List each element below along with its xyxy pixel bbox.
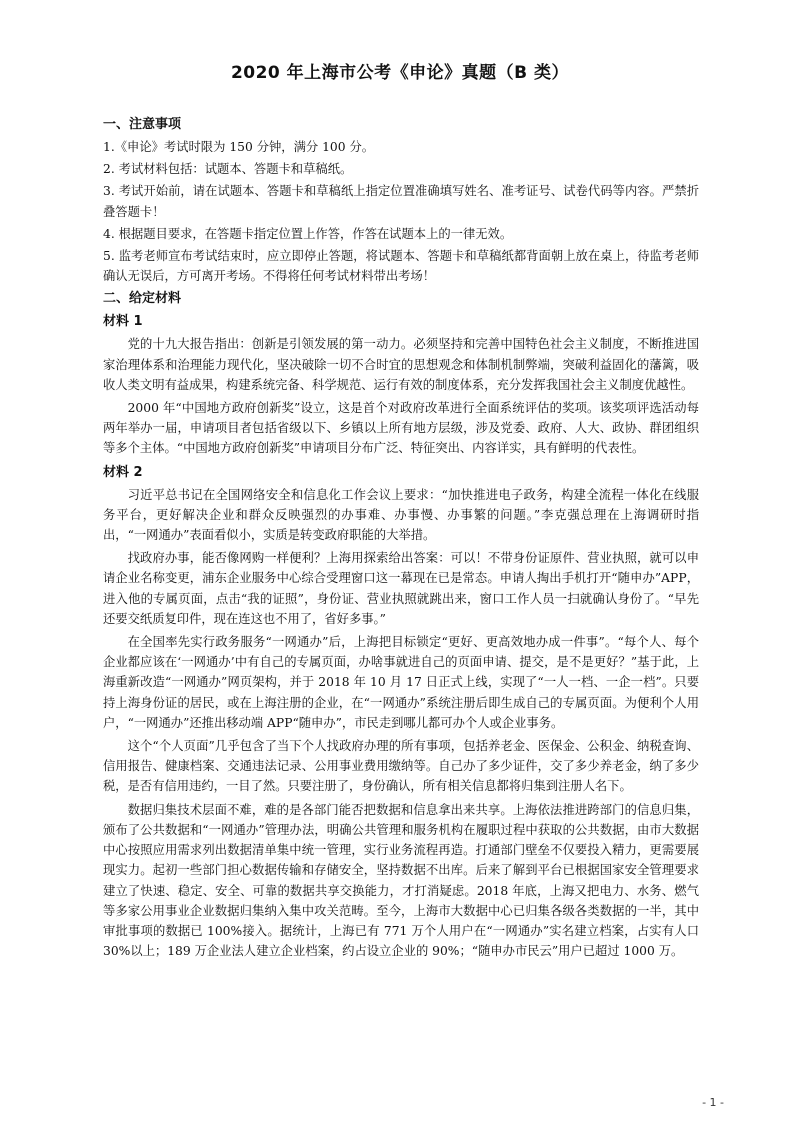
material-paragraph: 习近平总书记在全国网络安全和信息化工作会议上要求：“加快推进电子政务，构建全流程一体化在线服务平台，更好解决企业和群众反映强烈的办事难、办事慢、办事繁的问题。”李克强总理在上海调研时指出，“一网通办”表面看似小，实质是转变政府职能的大举措。	[103, 487, 699, 543]
materials-section	[103, 288, 699, 961]
material-paragraph: 党的十九大报告指出：创新是引领发展的第一动力。必须坚持和完善中国特色社会主义制度，不断推进国家治理体系和治理能力现代化，坚决破除一切不合时宜的思想观念和体制机制弊端，突破利益固化的藩篱，吸收人类文明有益成果，构建系统完备、科学规范、运行有效的制度体系，充分发挥我国社会主义制度优越性。	[103, 337, 699, 392]
notice-item: 5. 监考老师宣布考试结束时，应立即停止答题，将试题本、答题卡和草稿纸都背面朝上放在桌上，待监考老师确认无误后，方可离开考场。不得将任何考试材料带出考场！	[103, 249, 699, 284]
page-number: - 1 -	[702, 1096, 724, 1109]
material-paragraph: 这个“个人页面”几乎包含了当下个人找政府办理的所有事项，包括养老金、医保金、公积金、纳税查询、信用报告、健康档案、交通违法记录、公用事业费用缴纳等。自己办了多少证件，交了多少养老金，纳了多少税，是否有信用违约，一目了然。只要注册了，身份确认，所有相关信息都将归集到注册人名下。	[103, 739, 699, 794]
notice-section	[103, 114, 699, 286]
material-1-label: 材料 1	[103, 314, 143, 330]
materials-heading: 二、给定材料	[103, 291, 182, 307]
material-paragraph: 找政府办事，能否像网购一样便利？上海用探索给出答案：可以！不带身份证原件、营业执照，就可以申请企业名称变更，浦东企业服务中心综合受理窗口这一幕现在已是常态。申请人掏出手机打开“随申办”APP，进入他的专属页面，点击“我的证照”，身份证、营业执照就跳出来，窗口工作人员一扫就确认身份了。“早先还要交纸质复印件，现在连这也不用了，省好多事。”	[103, 551, 699, 626]
notice-heading: 一、注意事项	[103, 117, 182, 132]
notice-item: 3. 考试开始前，请在试题本、答题卡和草稿纸上指定位置准确填写姓名、准考证号、试卷代码等内容。严禁折叠答题卡！	[103, 184, 699, 219]
notice-item: 1.《申论》考试时限为 150 分钟，满分 100 分。	[103, 140, 375, 154]
notice-item: 2. 考试材料包括：试题本、答题卡和草稿纸。	[103, 162, 353, 177]
page-title: 2020 年上海市公考《申论》真题（B 类）	[230, 63, 570, 83]
notice-item: 4. 根据题目要求，在答题卡指定位置上作答，作答在试题本上的一律无效。	[103, 226, 513, 241]
material-paragraph: 在全国率先实行政务服务“一网通办”后，上海把目标锁定“更好、更高效地办成一件事”。“每个人、每个企业都应该在‘一网通办’中有自己的专属页面，办啥事就进自己的页面申请、提交，是不是更好？”基于此，上海重新改造“一网通办”网页架构，并于 2018 年 10 月 17 日正式上线，实现了“一人一档、一企一档”。只要持上海身份证的居民，或在上海注册的企业，在“一网通办”系统注册后即生成自己的专属页面。为便利个人用户，“一网通办”还推出移动端 APP“随申办”，市民走到哪儿都可办个人或企业事务。	[103, 635, 699, 730]
material-paragraph: 数据归集技术层面不难，难的是各部门能否把数据和信息拿出来共享。上海依法推进跨部门的信息归集，颁布了公共数据和“一网通办”管理办法，明确公共管理和服务机构在履职过程中获取的公共数据，由市大数据中心按照应用需求列出数据清单集中统一管理，实行业务流程再造。打通部门壁垒不仅要投入精力，更需要展现实力。起初一些部门担心数据传输和存储安全，坚持数据不出库。后来了解到平台已根据国家安全管理要求建立了快速、稳定、安全、可靠的数据共享交换能力，才打消疑虑。2018 年底，上海又把电力、水务、燃气等多家公用事业企业数据归集纳入集中攻关范畴。至今，上海市大数据中心已归集各级各类数据的一半，其中审批事项的数据已 100%接入。据统计，上海已有 771 万个人用户在“一网通办”实名建立档案，占实有人口 30%以上；189 万企业法人建立企业档案，约占设立企业的 90%；“随申办市民云”用户已超过 1000 万。	[103, 802, 699, 959]
document-body	[103, 114, 699, 964]
material-paragraph: 2000 年“中国地方政府创新奖”设立，这是首个对政府改革进行全面系统评估的奖项。该奖项评选活动每两年举办一届，申请项目者包括省级以下、乡镇以上所有地方层级，涉及党委、政府、人大、政协、群团组织等多个主体。“中国地方政府创新奖”申请项目分布广泛、特征突出、内容详实，具有鲜明的代表性。	[103, 401, 699, 456]
material-2-label: 材料 2	[103, 464, 143, 480]
